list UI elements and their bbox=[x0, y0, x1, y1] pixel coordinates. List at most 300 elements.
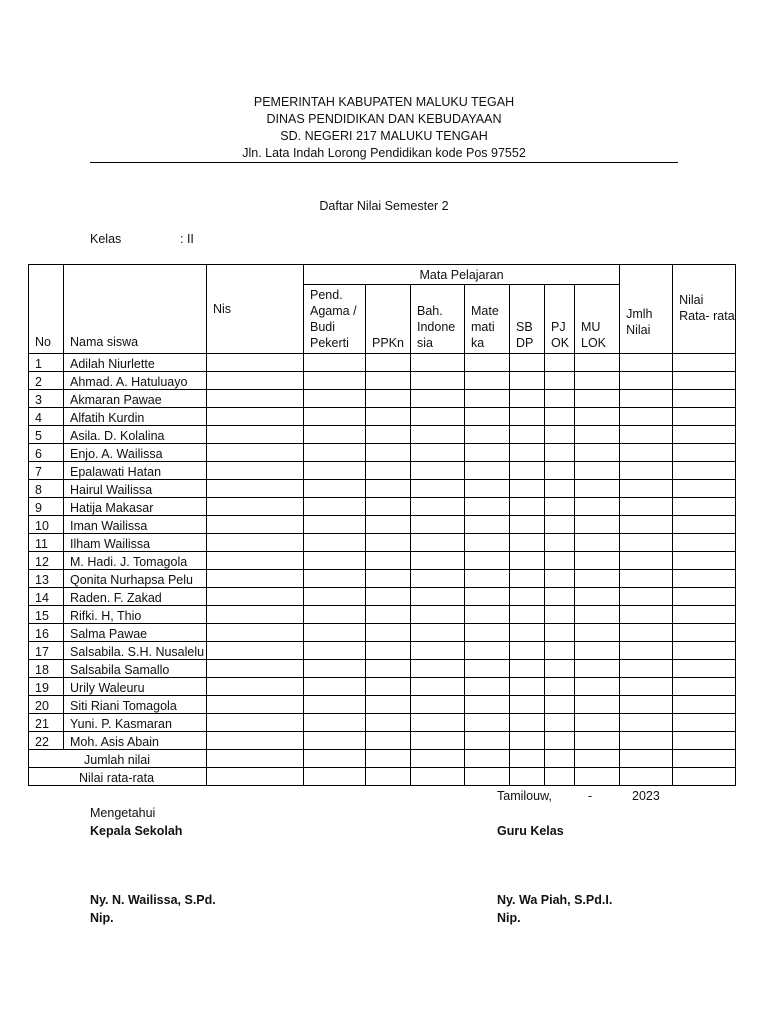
grade-cell[interactable] bbox=[673, 588, 736, 606]
grade-cell[interactable] bbox=[510, 678, 545, 696]
table-row bbox=[29, 714, 736, 732]
grade-cell[interactable] bbox=[673, 606, 736, 624]
table-row bbox=[29, 660, 736, 678]
grade-cell[interactable] bbox=[620, 678, 673, 696]
grade-cell[interactable] bbox=[411, 516, 465, 534]
grade-cell[interactable] bbox=[465, 516, 510, 534]
guru-kelas-title: Guru Kelas bbox=[497, 824, 564, 838]
grade-cell[interactable] bbox=[510, 588, 545, 606]
grade-cell[interactable] bbox=[411, 714, 465, 732]
grade-cell[interactable] bbox=[673, 426, 736, 444]
grade-cell[interactable] bbox=[207, 408, 304, 426]
grade-cell[interactable] bbox=[510, 462, 545, 480]
grade-cell[interactable] bbox=[575, 354, 620, 372]
grade-cell[interactable] bbox=[673, 570, 736, 588]
grade-cell[interactable] bbox=[510, 660, 545, 678]
col-header-agama: Pend. Agama / Budi Pekerti bbox=[304, 285, 366, 354]
kepala-sekolah-name: Ny. N. Wailissa, S.Pd. bbox=[90, 893, 216, 907]
cell bbox=[673, 750, 736, 768]
grade-cell[interactable] bbox=[366, 462, 411, 480]
student-no: 4 bbox=[29, 408, 64, 426]
grade-cell[interactable] bbox=[207, 714, 304, 732]
grade-cell[interactable] bbox=[673, 552, 736, 570]
grade-cell[interactable] bbox=[411, 534, 465, 552]
grade-cell[interactable] bbox=[545, 354, 575, 372]
grade-cell[interactable] bbox=[510, 570, 545, 588]
grade-cell[interactable] bbox=[510, 642, 545, 660]
grade-cell[interactable] bbox=[465, 426, 510, 444]
table-row bbox=[29, 624, 736, 642]
grade-cell[interactable] bbox=[207, 642, 304, 660]
grade-cell[interactable] bbox=[510, 714, 545, 732]
grade-cell[interactable] bbox=[575, 444, 620, 462]
grade-cell[interactable] bbox=[207, 588, 304, 606]
grade-cell[interactable] bbox=[304, 552, 366, 570]
grade-cell[interactable] bbox=[366, 660, 411, 678]
grade-cell[interactable] bbox=[545, 588, 575, 606]
student-name: Iman Wailissa bbox=[64, 516, 207, 534]
grade-cell[interactable] bbox=[465, 534, 510, 552]
grade-cell[interactable] bbox=[673, 732, 736, 750]
grade-cell[interactable] bbox=[366, 498, 411, 516]
grade-cell[interactable] bbox=[545, 696, 575, 714]
grade-cell[interactable] bbox=[673, 372, 736, 390]
grade-cell[interactable] bbox=[366, 732, 411, 750]
cell bbox=[411, 750, 465, 768]
cell bbox=[620, 768, 673, 786]
grade-cell[interactable] bbox=[411, 426, 465, 444]
grade-cell[interactable] bbox=[620, 354, 673, 372]
grade-cell[interactable] bbox=[575, 390, 620, 408]
col-header-nis: Nis bbox=[207, 265, 304, 354]
grade-cell[interactable] bbox=[575, 552, 620, 570]
student-no: 7 bbox=[29, 462, 64, 480]
student-no: 17 bbox=[29, 642, 64, 660]
grade-cell[interactable] bbox=[411, 390, 465, 408]
grade-cell[interactable] bbox=[545, 606, 575, 624]
grade-cell[interactable] bbox=[673, 498, 736, 516]
kepala-sekolah-title: Kepala Sekolah bbox=[90, 824, 183, 838]
grade-cell[interactable] bbox=[304, 444, 366, 462]
grade-cell[interactable] bbox=[620, 408, 673, 426]
grade-cell[interactable] bbox=[575, 570, 620, 588]
grade-cell[interactable] bbox=[545, 444, 575, 462]
grade-cell[interactable] bbox=[465, 570, 510, 588]
cell bbox=[207, 768, 304, 786]
student-name: Epalawati Hatan bbox=[64, 462, 207, 480]
grade-cell[interactable] bbox=[366, 516, 411, 534]
table-row bbox=[29, 498, 736, 516]
cell bbox=[545, 768, 575, 786]
grade-cell[interactable] bbox=[620, 372, 673, 390]
grade-cell[interactable] bbox=[411, 606, 465, 624]
grade-cell[interactable] bbox=[673, 714, 736, 732]
student-name: Raden. F. Zakad bbox=[64, 588, 207, 606]
student-name: Alfatih Kurdin bbox=[64, 408, 207, 426]
col-header-pjok: PJ OK bbox=[545, 285, 575, 354]
table-row bbox=[29, 732, 736, 750]
grade-cell[interactable] bbox=[465, 696, 510, 714]
grade-cell[interactable] bbox=[411, 372, 465, 390]
col-header-ppkn: PPKn bbox=[366, 285, 411, 354]
grade-cell[interactable] bbox=[673, 516, 736, 534]
grade-cell[interactable] bbox=[465, 714, 510, 732]
grade-cell[interactable] bbox=[673, 354, 736, 372]
grade-cell[interactable] bbox=[620, 480, 673, 498]
grade-cell[interactable] bbox=[545, 390, 575, 408]
grade-cell[interactable] bbox=[673, 642, 736, 660]
grade-cell[interactable] bbox=[673, 678, 736, 696]
grade-cell[interactable] bbox=[545, 516, 575, 534]
grade-cell[interactable] bbox=[575, 714, 620, 732]
grade-cell[interactable] bbox=[465, 588, 510, 606]
grade-cell[interactable] bbox=[411, 552, 465, 570]
grade-cell[interactable] bbox=[207, 480, 304, 498]
grade-cell[interactable] bbox=[620, 588, 673, 606]
grade-cell[interactable] bbox=[465, 372, 510, 390]
grade-cell[interactable] bbox=[411, 408, 465, 426]
grade-cell[interactable] bbox=[575, 372, 620, 390]
grade-cell[interactable] bbox=[304, 480, 366, 498]
cell bbox=[304, 768, 366, 786]
grade-cell[interactable] bbox=[510, 516, 545, 534]
grade-cell[interactable] bbox=[545, 732, 575, 750]
student-no: 3 bbox=[29, 390, 64, 408]
grade-cell[interactable] bbox=[411, 588, 465, 606]
student-name: Siti Riani Tomagola bbox=[64, 696, 207, 714]
grade-cell[interactable] bbox=[545, 552, 575, 570]
grade-cell[interactable] bbox=[207, 570, 304, 588]
student-name: Yuni. P. Kasmaran bbox=[64, 714, 207, 732]
grade-cell[interactable] bbox=[545, 498, 575, 516]
grade-cell[interactable] bbox=[575, 408, 620, 426]
grade-cell[interactable] bbox=[207, 732, 304, 750]
grade-cell[interactable] bbox=[411, 570, 465, 588]
grade-cell[interactable] bbox=[207, 534, 304, 552]
col-header-nama: Nama siswa bbox=[64, 265, 207, 354]
grade-cell[interactable] bbox=[411, 642, 465, 660]
grade-cell[interactable] bbox=[575, 534, 620, 552]
grade-cell[interactable] bbox=[304, 390, 366, 408]
grade-cell[interactable] bbox=[304, 426, 366, 444]
grade-cell[interactable] bbox=[620, 570, 673, 588]
student-name: Qonita Nurhapsa Pelu bbox=[64, 570, 207, 588]
grade-cell[interactable] bbox=[304, 660, 366, 678]
table-row bbox=[29, 372, 736, 390]
grade-cell[interactable] bbox=[620, 732, 673, 750]
grade-cell[interactable] bbox=[620, 660, 673, 678]
grade-cell[interactable] bbox=[545, 534, 575, 552]
grade-cell[interactable] bbox=[411, 696, 465, 714]
grade-cell[interactable] bbox=[304, 354, 366, 372]
grade-cell[interactable] bbox=[366, 624, 411, 642]
grade-cell[interactable] bbox=[673, 534, 736, 552]
grade-cell[interactable] bbox=[207, 678, 304, 696]
grade-cell[interactable] bbox=[207, 462, 304, 480]
table-row bbox=[29, 444, 736, 462]
cell bbox=[545, 750, 575, 768]
grade-cell[interactable] bbox=[207, 624, 304, 642]
grade-cell[interactable] bbox=[366, 354, 411, 372]
table-row bbox=[29, 354, 736, 372]
student-name: Akmaran Pawae bbox=[64, 390, 207, 408]
grade-cell[interactable] bbox=[304, 516, 366, 534]
grade-cell[interactable] bbox=[366, 714, 411, 732]
grade-cell[interactable] bbox=[465, 552, 510, 570]
grade-cell[interactable] bbox=[304, 570, 366, 588]
grade-cell[interactable] bbox=[465, 660, 510, 678]
grade-cell[interactable] bbox=[620, 444, 673, 462]
grade-cell[interactable] bbox=[366, 570, 411, 588]
grade-cell[interactable] bbox=[673, 408, 736, 426]
grades-table bbox=[28, 264, 736, 786]
grade-cell[interactable] bbox=[510, 390, 545, 408]
grade-cell[interactable] bbox=[545, 570, 575, 588]
grade-cell[interactable] bbox=[545, 372, 575, 390]
student-name: Ilham Wailissa bbox=[64, 534, 207, 552]
grade-cell[interactable] bbox=[465, 498, 510, 516]
grade-cell[interactable] bbox=[411, 732, 465, 750]
grade-cell[interactable] bbox=[575, 678, 620, 696]
grade-cell[interactable] bbox=[673, 480, 736, 498]
cell bbox=[620, 750, 673, 768]
grade-cell[interactable] bbox=[510, 444, 545, 462]
grade-cell[interactable] bbox=[465, 354, 510, 372]
grade-cell[interactable] bbox=[620, 624, 673, 642]
grade-cell[interactable] bbox=[207, 696, 304, 714]
grade-cell[interactable] bbox=[510, 606, 545, 624]
grade-cell[interactable] bbox=[575, 732, 620, 750]
grade-cell[interactable] bbox=[366, 696, 411, 714]
grade-cell[interactable] bbox=[510, 372, 545, 390]
grade-cell[interactable] bbox=[411, 444, 465, 462]
student-no: 18 bbox=[29, 660, 64, 678]
grade-cell[interactable] bbox=[545, 714, 575, 732]
student-no: 11 bbox=[29, 534, 64, 552]
grade-cell[interactable] bbox=[673, 462, 736, 480]
student-name: Salma Pawae bbox=[64, 624, 207, 642]
grade-cell[interactable] bbox=[673, 660, 736, 678]
grade-cell[interactable] bbox=[411, 354, 465, 372]
grade-cell[interactable] bbox=[304, 606, 366, 624]
grade-cell[interactable] bbox=[411, 678, 465, 696]
grade-cell[interactable] bbox=[673, 444, 736, 462]
grade-cell[interactable] bbox=[620, 606, 673, 624]
grade-cell[interactable] bbox=[465, 642, 510, 660]
grade-cell[interactable] bbox=[465, 732, 510, 750]
grade-cell[interactable] bbox=[304, 408, 366, 426]
grade-cell[interactable] bbox=[575, 426, 620, 444]
grade-cell[interactable] bbox=[411, 624, 465, 642]
student-no: 6 bbox=[29, 444, 64, 462]
grade-cell[interactable] bbox=[545, 480, 575, 498]
grade-cell[interactable] bbox=[304, 642, 366, 660]
table-row bbox=[29, 570, 736, 588]
student-no: 15 bbox=[29, 606, 64, 624]
grade-cell[interactable] bbox=[465, 390, 510, 408]
cell bbox=[304, 750, 366, 768]
class-label: Kelas bbox=[90, 232, 122, 246]
grade-cell[interactable] bbox=[207, 552, 304, 570]
grade-cell[interactable] bbox=[673, 696, 736, 714]
grade-cell[interactable] bbox=[304, 732, 366, 750]
grade-cell[interactable] bbox=[620, 696, 673, 714]
grade-cell[interactable] bbox=[366, 444, 411, 462]
grade-cell[interactable] bbox=[366, 372, 411, 390]
grade-cell[interactable] bbox=[366, 390, 411, 408]
grade-cell[interactable] bbox=[620, 516, 673, 534]
grade-cell[interactable] bbox=[510, 408, 545, 426]
grade-cell[interactable] bbox=[411, 498, 465, 516]
grade-cell[interactable] bbox=[510, 534, 545, 552]
grade-cell[interactable] bbox=[575, 642, 620, 660]
grade-cell[interactable] bbox=[304, 498, 366, 516]
grade-cell[interactable] bbox=[207, 390, 304, 408]
grade-cell[interactable] bbox=[366, 678, 411, 696]
table-row bbox=[29, 534, 736, 552]
grade-cell[interactable] bbox=[620, 642, 673, 660]
table-row bbox=[29, 516, 736, 534]
grade-cell[interactable] bbox=[465, 606, 510, 624]
grade-cell[interactable] bbox=[575, 588, 620, 606]
grade-cell[interactable] bbox=[620, 426, 673, 444]
table-row bbox=[29, 696, 736, 714]
grade-cell[interactable] bbox=[465, 678, 510, 696]
grade-cell[interactable] bbox=[575, 624, 620, 642]
grade-cell[interactable] bbox=[411, 660, 465, 678]
grade-cell[interactable] bbox=[207, 660, 304, 678]
document-title: Daftar Nilai Semester 2 bbox=[319, 199, 449, 213]
table-row bbox=[29, 426, 736, 444]
grade-cell[interactable] bbox=[465, 408, 510, 426]
mengetahui-label: Mengetahui bbox=[90, 806, 156, 820]
grade-cell[interactable] bbox=[304, 372, 366, 390]
grade-cell[interactable] bbox=[510, 354, 545, 372]
student-no: 8 bbox=[29, 480, 64, 498]
grade-cell[interactable] bbox=[304, 678, 366, 696]
grade-cell[interactable] bbox=[366, 534, 411, 552]
student-name: Moh. Asis Abain bbox=[64, 732, 207, 750]
student-name: M. Hadi. J. Tomagola bbox=[64, 552, 207, 570]
guru-kelas-name: Ny. Wa Piah, S.Pd.I. bbox=[497, 893, 613, 907]
grade-cell[interactable] bbox=[465, 480, 510, 498]
grade-cell[interactable] bbox=[673, 624, 736, 642]
grade-cell[interactable] bbox=[465, 624, 510, 642]
grade-cell[interactable] bbox=[510, 498, 545, 516]
student-no: 9 bbox=[29, 498, 64, 516]
grade-cell[interactable] bbox=[620, 390, 673, 408]
grade-cell[interactable] bbox=[510, 552, 545, 570]
grade-cell[interactable] bbox=[207, 516, 304, 534]
grade-cell[interactable] bbox=[510, 426, 545, 444]
grade-cell[interactable] bbox=[510, 480, 545, 498]
student-no: 19 bbox=[29, 678, 64, 696]
grade-cell[interactable] bbox=[510, 696, 545, 714]
grade-cell[interactable] bbox=[545, 660, 575, 678]
student-name: Ahmad. A. Hatuluayo bbox=[64, 372, 207, 390]
grade-cell[interactable] bbox=[545, 642, 575, 660]
grade-cell[interactable] bbox=[575, 462, 620, 480]
grade-cell[interactable] bbox=[673, 390, 736, 408]
col-group-mata-pelajaran: Mata Pelajaran bbox=[304, 265, 620, 285]
grade-cell[interactable] bbox=[304, 588, 366, 606]
grade-cell[interactable] bbox=[207, 372, 304, 390]
grade-cell[interactable] bbox=[620, 552, 673, 570]
cell bbox=[575, 768, 620, 786]
grade-cell[interactable] bbox=[411, 480, 465, 498]
grade-cell[interactable] bbox=[465, 462, 510, 480]
grade-cell[interactable] bbox=[304, 714, 366, 732]
header-school: SD. NEGERI 217 MALUKU TENGAH bbox=[280, 129, 488, 143]
header-address: Jln. Lata Indah Lorong Pendidikan kode Pos 97552 bbox=[242, 146, 526, 160]
grade-cell[interactable] bbox=[575, 516, 620, 534]
cell bbox=[465, 768, 510, 786]
student-name: Asila. D. Kolalina bbox=[64, 426, 207, 444]
class-info bbox=[90, 232, 194, 246]
cell bbox=[207, 750, 304, 768]
grade-cell[interactable] bbox=[510, 624, 545, 642]
grade-cell[interactable] bbox=[575, 498, 620, 516]
grade-cell[interactable] bbox=[366, 552, 411, 570]
grade-cell[interactable] bbox=[575, 660, 620, 678]
grade-cell[interactable] bbox=[545, 408, 575, 426]
grade-cell[interactable] bbox=[207, 606, 304, 624]
grade-cell[interactable] bbox=[575, 606, 620, 624]
student-no: 10 bbox=[29, 516, 64, 534]
grade-cell[interactable] bbox=[304, 696, 366, 714]
grade-cell[interactable] bbox=[465, 444, 510, 462]
grade-cell[interactable] bbox=[620, 714, 673, 732]
col-header-mtk: Mate mati ka bbox=[465, 285, 510, 354]
table-row bbox=[29, 552, 736, 570]
grade-cell[interactable] bbox=[366, 606, 411, 624]
grade-cell[interactable] bbox=[545, 624, 575, 642]
grade-cell[interactable] bbox=[207, 498, 304, 516]
grade-cell[interactable] bbox=[366, 426, 411, 444]
grade-cell[interactable] bbox=[575, 480, 620, 498]
grade-cell[interactable] bbox=[620, 498, 673, 516]
grade-cell[interactable] bbox=[545, 462, 575, 480]
grade-cell[interactable] bbox=[545, 678, 575, 696]
grade-cell[interactable] bbox=[411, 462, 465, 480]
cell bbox=[366, 768, 411, 786]
student-name: Hairul Wailissa bbox=[64, 480, 207, 498]
grade-cell[interactable] bbox=[366, 588, 411, 606]
grade-cell[interactable] bbox=[575, 696, 620, 714]
grade-cell[interactable] bbox=[510, 732, 545, 750]
grade-cell[interactable] bbox=[304, 624, 366, 642]
grade-cell[interactable] bbox=[304, 462, 366, 480]
grade-cell[interactable] bbox=[366, 480, 411, 498]
grade-cell[interactable] bbox=[366, 642, 411, 660]
student-name: Salsabila Samallo bbox=[64, 660, 207, 678]
grade-cell[interactable] bbox=[207, 444, 304, 462]
grade-cell[interactable] bbox=[207, 354, 304, 372]
student-no: 13 bbox=[29, 570, 64, 588]
cell bbox=[673, 768, 736, 786]
grade-cell[interactable] bbox=[366, 408, 411, 426]
cell bbox=[411, 768, 465, 786]
student-name: Salsabila. S.H. Nusalelu bbox=[64, 642, 207, 660]
grade-cell[interactable] bbox=[207, 426, 304, 444]
student-name: Adilah Niurlette bbox=[64, 354, 207, 372]
grade-cell[interactable] bbox=[545, 426, 575, 444]
class-value: : II bbox=[180, 232, 194, 246]
grade-cell[interactable] bbox=[620, 534, 673, 552]
grade-cell[interactable] bbox=[620, 462, 673, 480]
cell bbox=[510, 768, 545, 786]
grade-cell[interactable] bbox=[304, 534, 366, 552]
